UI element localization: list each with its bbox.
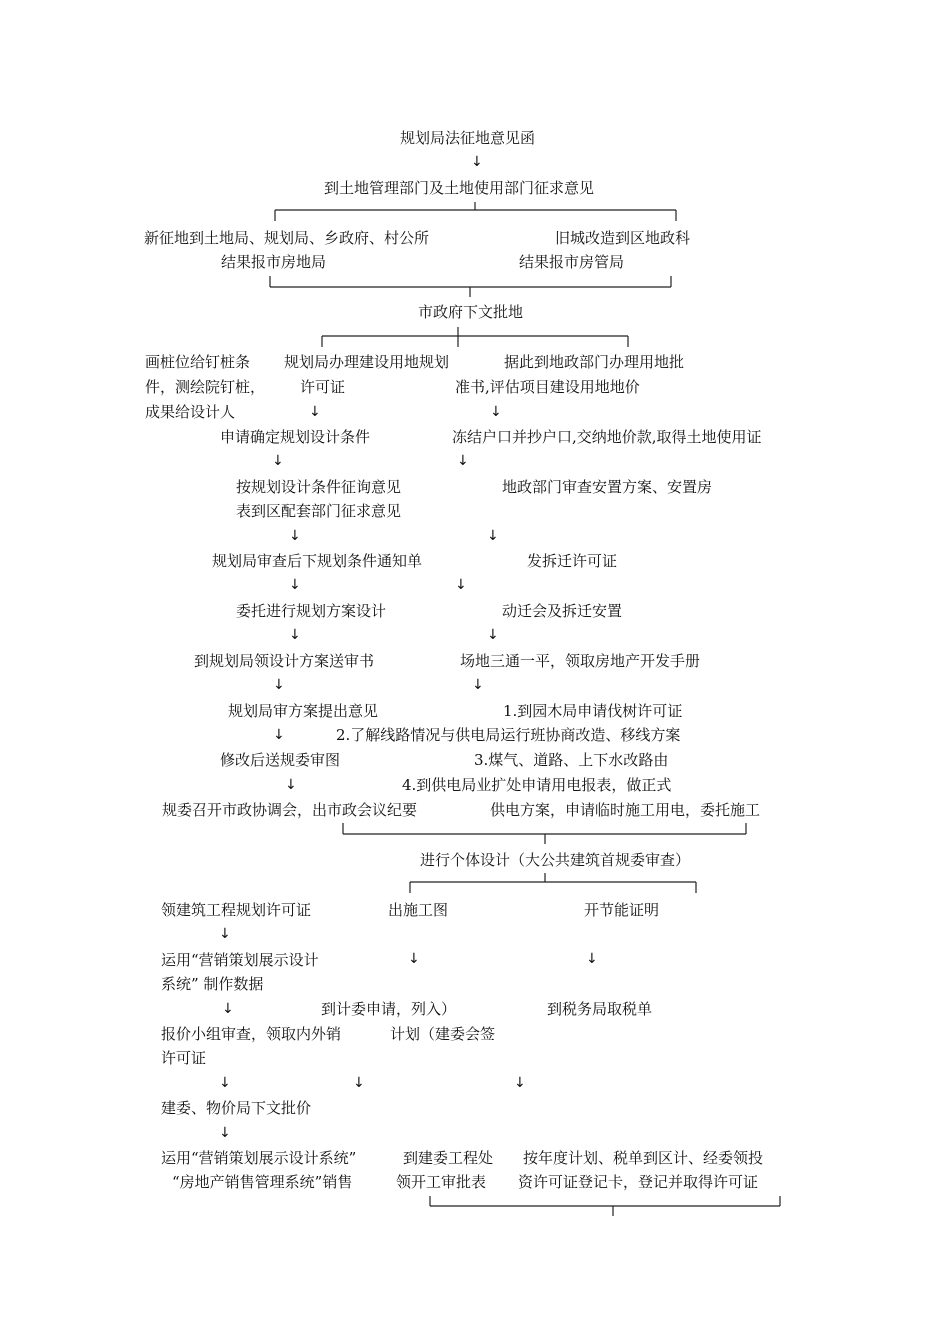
step-stake-position: 画桩位给钉桩条 — [145, 353, 251, 371]
down-arrow-icon: ↓ — [471, 154, 483, 170]
down-arrow-icon: ↓ — [289, 627, 301, 643]
step-use-marketing-system: 运用“营销策划展示设计系统” — [161, 1149, 357, 1167]
step-marketing-system: 运用“营销策划展示设计 — [161, 951, 319, 969]
step-consult-opinions: 按规划设计条件征询意见 — [236, 478, 402, 496]
step-report-land-bureau: 结果报市房地局 — [221, 253, 327, 271]
down-arrow-icon: ↓ — [272, 453, 284, 469]
down-arrow-icon: ↓ — [487, 528, 499, 544]
down-arrow-icon: ↓ — [219, 1125, 231, 1141]
step-relocation: 动迁会及拆迁安置 — [502, 602, 623, 620]
step-construction-office: 到建委工程处 — [403, 1149, 494, 1167]
step-construction-approval: 领开工审批表 — [396, 1173, 487, 1191]
down-arrow-icon: ↓ — [586, 951, 598, 967]
down-arrow-icon: ↓ — [309, 404, 321, 420]
step-planning-license: 规划局办理建设用地规划 — [284, 353, 450, 371]
step-site-opinion-letter: 规划局法征地意见函 — [400, 129, 536, 147]
step-revise-submit: 修改后送规委审图 — [220, 751, 341, 769]
down-arrow-icon: ↓ — [490, 404, 502, 420]
step-consult-land-departments: 到土地管理部门及土地使用部门征求意见 — [324, 179, 595, 197]
step-report-housing-bureau: 结果报市房管局 — [519, 253, 625, 271]
step-pricing-review: 报价小组审查，领取内外销 — [161, 1025, 342, 1043]
step-new-land-route: 新征地到土地局、规划局、乡政府、村公所 — [144, 229, 430, 247]
down-arrow-icon: ↓ — [219, 1075, 231, 1091]
step-land-use-certificate: 冻结户口并抄户口,交纳地价款,取得土地使用证 — [452, 428, 762, 446]
step-municipal-meeting: 规委召开市政协调会，出市政会议纪要 — [162, 801, 418, 819]
step-investment-permit: 资许可证登记卡，登记并取得许可证 — [518, 1173, 759, 1191]
down-arrow-icon: ↓ — [353, 1075, 365, 1091]
down-arrow-icon: ↓ — [219, 926, 231, 942]
down-arrow-icon: ↓ — [487, 627, 499, 643]
step-resettlement-review: 地政部门审查安置方案、安置房 — [502, 478, 713, 496]
step-site-preparation: 场地三通一平，领取房地产开发手册 — [460, 652, 701, 670]
step-gas-road-water: 3.煤气、道路、上下水改路由 — [474, 751, 669, 769]
step-energy-certificate: 开节能证明 — [584, 901, 660, 919]
down-arrow-icon: ↓ — [289, 528, 301, 544]
step-individual-design: 进行个体设计（大公共建筑首规委审查） — [420, 851, 691, 869]
step-planning-notice: 规划局审查后下规划条件通知单 — [212, 552, 423, 570]
step-tax-bill: 到税务局取税单 — [547, 1000, 653, 1018]
step-license-cont: 许可证 — [300, 378, 346, 396]
step-annual-plan: 按年度计划、税单到区计、经委领投 — [523, 1149, 764, 1167]
step-city-land-approval: 市政府下文批地 — [418, 303, 524, 321]
step-power-application: 4.到供电局业扩处申请用电报表，做正式 — [402, 776, 672, 794]
down-arrow-icon: ↓ — [472, 677, 484, 693]
step-construction-drawings: 出施工图 — [388, 901, 449, 919]
down-arrow-icon: ↓ — [455, 577, 467, 593]
step-demolition-permit: 发拆迁许可证 — [527, 552, 618, 570]
down-arrow-icon: ↓ — [285, 777, 297, 793]
step-land-price-assessment: 准书,评估项目建设用地地价 — [455, 378, 640, 396]
step-power-lines: 2.了解线路情况与供电局运行班协商改造、移线方案 — [336, 726, 681, 744]
down-arrow-icon: ↓ — [289, 577, 301, 593]
step-tree-permit: 1.到园木局申请伐树许可证 — [503, 702, 683, 720]
step-plan-countersign: 计划（建委会签 — [390, 1025, 496, 1043]
step-scheme-opinions: 规划局审方案提出意见 — [228, 702, 379, 720]
step-building-permit: 领建筑工程规划许可证 — [161, 901, 312, 919]
down-arrow-icon: ↓ — [273, 677, 285, 693]
step-sales-system: “房地产销售管理系统”销售 — [172, 1173, 353, 1191]
step-old-city-route: 旧城改造到区地政科 — [555, 229, 691, 247]
step-district-departments: 表到区配套部门征求意见 — [236, 502, 402, 520]
down-arrow-icon: ↓ — [514, 1075, 526, 1091]
step-sales-permit: 许可证 — [161, 1049, 207, 1067]
step-results-to-designer: 成果给设计人 — [145, 403, 236, 421]
step-plan-commission: 到计委申请，列入） — [321, 1000, 457, 1018]
step-design-review-form: 到规划局领设计方案送审书 — [194, 652, 375, 670]
step-price-approval: 建委、物价局下文批价 — [161, 1099, 312, 1117]
down-arrow-icon: ↓ — [457, 453, 469, 469]
step-scheme-design: 委托进行规划方案设计 — [236, 602, 387, 620]
step-design-conditions: 申请确定规划设计条件 — [220, 428, 371, 446]
down-arrow-icon: ↓ — [408, 951, 420, 967]
down-arrow-icon: ↓ — [273, 727, 285, 743]
step-make-data: 系统” 制作数据 — [161, 975, 264, 993]
step-power-scheme: 供电方案，申请临时施工用电，委托施工 — [490, 801, 761, 819]
down-arrow-icon: ↓ — [222, 1001, 234, 1017]
step-survey-stakes: 件，测绘院钉桩， — [145, 378, 266, 396]
step-land-department-approval: 据此到地政部门办理用地批 — [504, 353, 685, 371]
